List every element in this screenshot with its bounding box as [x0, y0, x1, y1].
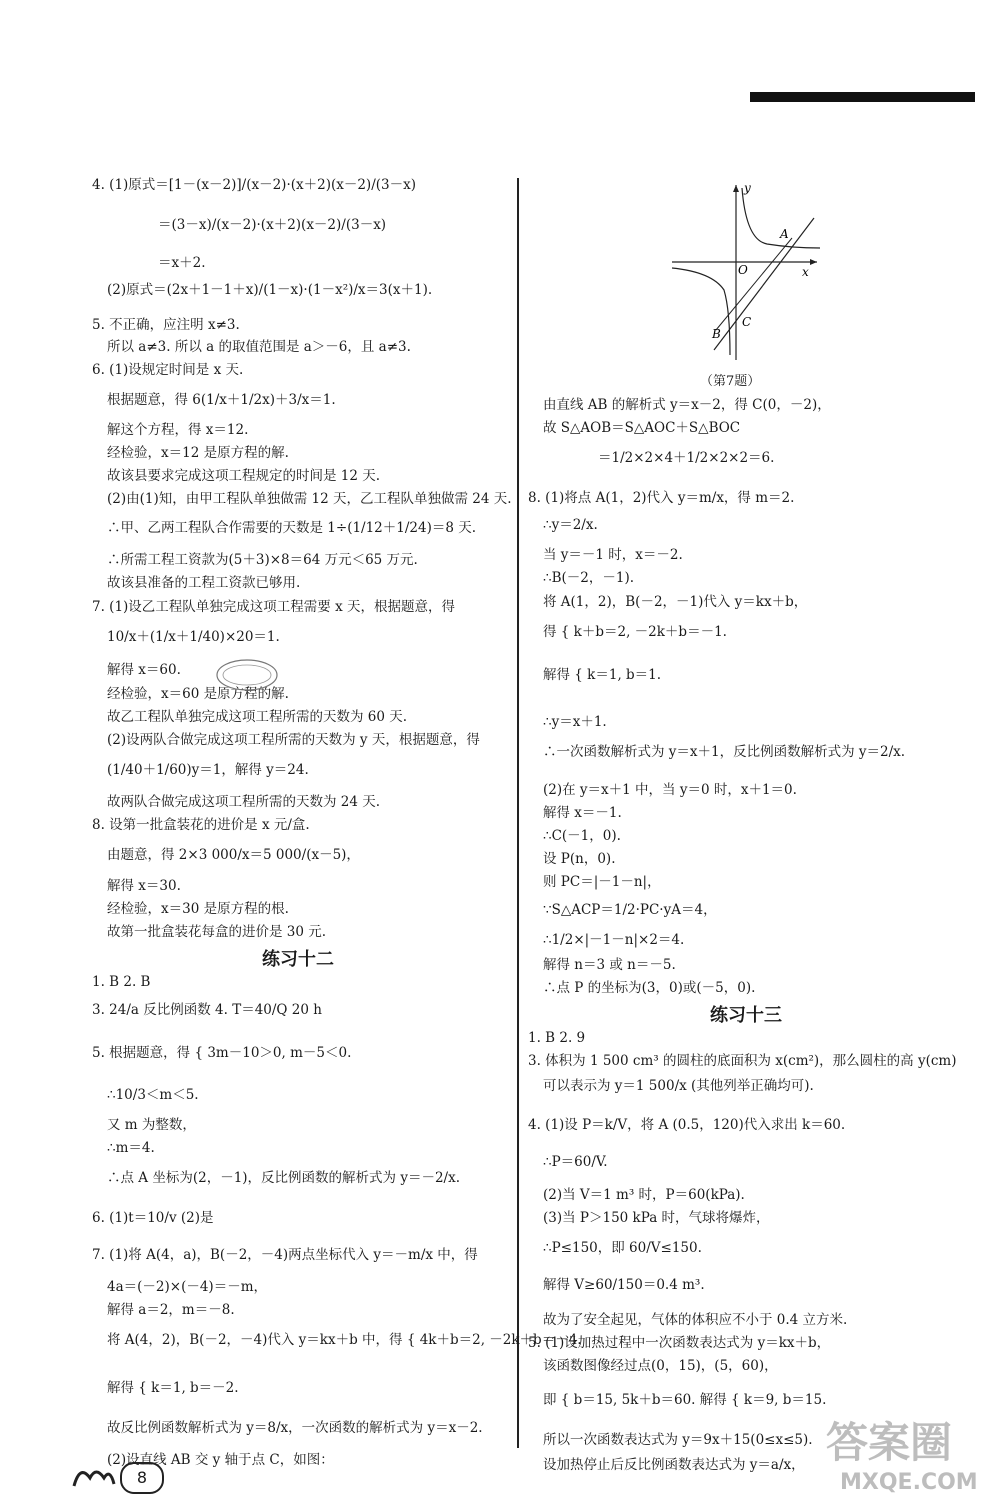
text-line: ∴P＝60/V.	[543, 1154, 608, 1170]
figure-caption: （第7题）	[700, 374, 761, 389]
text-line: ∴P≤150，即 60/V≤150.	[543, 1240, 702, 1256]
text-line: 经检验，x＝12 是原方程的解.	[107, 445, 289, 461]
text-line: 将 A(4，2)，B(－2，－4)代入 y＝kx＋b 中，得 { 4k＋b＝2, －2k＋b＝－4.	[107, 1332, 582, 1348]
watermark-logo	[820, 1405, 990, 1495]
x-axis-arrow-icon	[810, 259, 817, 265]
text-line: 根据题意，得 6(1/x＋1/2x)＋3/x＝1.	[107, 392, 336, 408]
text-line: 6. (1)设规定时间是 x 天.	[92, 362, 244, 378]
text-line: 4. (1)设 P＝k/V，将 A (0.5，120)代入求出 k＝60.	[528, 1117, 846, 1133]
text-line: 解得 { k＝1, b＝－2.	[107, 1380, 239, 1396]
text-line: 解得 x＝60.	[107, 662, 181, 678]
text-line: 1. B 2. B	[92, 974, 151, 990]
text-line: 得 { k＋b＝2, －2k＋b＝－1.	[543, 624, 727, 640]
text-line: 1. B 2. 9	[528, 1030, 586, 1046]
text-line: ＝1/2×2×4＋1/2×2×2＝6.	[598, 450, 775, 466]
text-line: 解得 a＝2，m＝－8.	[107, 1302, 235, 1318]
publisher-logo-icon	[70, 1460, 116, 1492]
label-o: O	[738, 263, 748, 277]
text-line: (2)由(1)知，由甲工程队单独做需 12 天，乙工程队单独做需 24 天.	[107, 491, 512, 507]
section-heading-thirteen: 练习十三	[710, 1005, 782, 1026]
text-line: 4a＝(－2)×(－4)＝－m，	[107, 1279, 267, 1295]
text-line: 可以表示为 y＝1 500/x (其他列举正确均可).	[543, 1078, 814, 1094]
text-line: 7. (1)将 A(4，a)，B(－2，－4)两点坐标代入 y＝－m/x 中，得	[92, 1247, 478, 1263]
text-line: 经检验，x＝30 是原方程的根.	[107, 901, 289, 917]
text-line: (2)设两队合做完成这项工程所需的天数为 y 天，根据题意，得	[107, 732, 480, 748]
text-line: 又 m 为整数，	[107, 1117, 196, 1133]
text-line: 所以一次函数表达式为 y＝9x＋15(0≤x≤5).	[543, 1432, 813, 1448]
text-line: (2)设直线 AB 交 y 轴于点 C，如图：	[107, 1452, 334, 1468]
label-a: A	[780, 227, 789, 241]
text-line: 故该县准备的工程工资款已够用.	[107, 575, 301, 591]
text-line: ∴B(－2，－1).	[543, 570, 635, 586]
text-line: ＝(3－x)/(x－2)·(x＋2)(x－2)/(3－x)	[158, 217, 387, 233]
text-line: 解得 x＝30.	[107, 878, 181, 894]
text-line: ∴所需工程工资款为(5＋3)×8＝64 万元＜65 万元.	[107, 552, 418, 568]
text-line: ∴一次函数解析式为 y＝x＋1，反比例函数解析式为 y＝2/x.	[543, 744, 906, 760]
header-rule	[750, 92, 975, 102]
text-line: 3. 体积为 1 500 cm³ 的圆柱的底面积为 x(cm²)，那么圆柱的高 y(cm)	[528, 1053, 957, 1069]
text-line: 由直线 AB 的解析式 y＝x－2，得 C(0，－2)，	[543, 397, 831, 413]
text-line: 解这个方程，得 x＝12.	[107, 422, 249, 438]
text-line: (1/40＋1/60)y＝1，解得 y＝24.	[107, 762, 309, 778]
text-line: 即 { b＝15, 5k＋b＝60. 解得 { k＝9, b＝15.	[543, 1392, 827, 1408]
text-line: 故为了安全起见，气体的体积应不小于 0.4 立方米.	[543, 1312, 848, 1328]
line-oa	[716, 238, 792, 330]
text-line: 5. 不正确，应注明 x≠3.	[92, 317, 240, 333]
text-line: 故反比例函数解析式为 y＝8/x，一次函数的解析式为 y＝x－2.	[107, 1420, 483, 1436]
text-line: 解得 x＝－1.	[543, 805, 622, 821]
column-divider	[517, 178, 519, 1448]
text-line: 故 S△AOB＝S△AOC＋S△BOC	[543, 420, 741, 436]
function-graph	[672, 180, 822, 360]
line-ab	[714, 218, 814, 350]
watermark-title: 答案圈	[826, 1418, 953, 1467]
text-line: (2)在 y＝x＋1 中，当 y＝0 时，x＋1＝0.	[543, 782, 797, 798]
text-line: 10/x＋(1/x＋1/40)×20＝1.	[107, 629, 280, 645]
text-line: ∴1/2×|－1－n|×2＝4.	[543, 932, 685, 948]
text-line: 设 P(n，0).	[543, 851, 616, 867]
section-heading-twelve: 练习十二	[262, 949, 334, 970]
text-line: 故乙工程队单独完成这项工程所需的天数为 60 天.	[107, 709, 408, 725]
label-c: C	[742, 315, 752, 329]
text-line: 4. (1)原式＝[1－(x－2)]/(x－2)·(x＋2)(x－2)/(3－x)	[92, 177, 416, 193]
text-line: ∴10/3＜m＜5.	[107, 1087, 199, 1103]
y-axis-arrow-icon	[733, 185, 739, 192]
text-line: 5. (1)设加热过程中一次函数表达式为 y＝kx＋b，	[528, 1335, 831, 1351]
text-line: (2)当 V＝1 m³ 时，P＝60(kPa).	[543, 1187, 745, 1203]
text-line: 经检验，x＝60 是原方程的解.	[107, 686, 289, 702]
text-line: 故第一批盒装花每盒的进价是 30 元.	[107, 924, 327, 940]
text-line: 所以 a≠3. 所以 a 的取值范围是 a＞－6，且 a≠3.	[107, 339, 411, 355]
text-line: ∴m＝4.	[107, 1140, 155, 1156]
text-line: 8. (1)将点 A(1，2)代入 y＝m/x，得 m＝2.	[528, 490, 795, 506]
text-line: 5. 根据题意，得 { 3m－10＞0, m－5＜0.	[92, 1045, 352, 1061]
hyperbola-branch-2	[672, 268, 730, 355]
text-line: 该函数图像经过点(0，15)，(5，60)，	[543, 1358, 778, 1374]
text-line: ∴点 A 坐标为(2，－1)，反比例函数的解析式为 y＝－2/x.	[107, 1170, 461, 1186]
text-line: 则 PC＝|－1－n|，	[543, 874, 661, 890]
text-line: 设加热停止后反比例函数表达式为 y＝a/x，	[543, 1457, 805, 1473]
text-line: ∴C(－1，0).	[543, 828, 621, 844]
text-line: ∴甲、乙两工程队合作需要的天数是 1÷(1/12＋1/24)＝8 天.	[107, 520, 477, 536]
text-line: 故两队合做完成这项工程所需的天数为 24 天.	[107, 794, 381, 810]
text-line: 故该县要求完成这项工程规定的时间是 12 天.	[107, 468, 381, 484]
text-line: 当 y＝－1 时，x＝－2.	[543, 547, 683, 563]
text-line: ∵S△ACP＝1/2·PC·yA＝4，	[543, 902, 717, 918]
label-y: y	[744, 181, 751, 195]
text-line: (3)当 P＞150 kPa 时，气球将爆炸，	[543, 1210, 770, 1226]
text-line: ∴y＝2/x.	[543, 517, 598, 533]
text-line: ∴点 P 的坐标为(3，0)或(－5，0).	[543, 980, 756, 996]
text-line: 8. 设第一批盒装花的进价是 x 元/盒.	[92, 817, 310, 833]
text-line: 解得 V≥60/150＝0.4 m³.	[543, 1277, 705, 1293]
text-line: 解得 { k＝1, b＝1.	[543, 667, 662, 683]
text-line: 由题意，得 2×3 000/x＝5 000/(x－5)，	[107, 847, 360, 863]
text-line: 解得 n＝3 或 n＝－5.	[543, 957, 676, 973]
text-line: ∴y＝x＋1.	[543, 714, 607, 730]
watermark-url: MXQE.COM	[840, 1470, 978, 1495]
text-line: 3. 24/a 反比例函数 4. T＝40/Q 20 h	[92, 1002, 322, 1018]
page-number: 8	[120, 1462, 164, 1494]
text-line: ＝x＋2.	[158, 255, 206, 271]
label-x: x	[802, 265, 809, 279]
round-stamp-icon	[215, 658, 279, 692]
label-b: B	[712, 327, 721, 341]
text-line: (2)原式＝(2x＋1－1＋x)/(1－x)·(1－x²)/x＝3(x＋1).	[107, 282, 433, 298]
text-line: 6. (1)t＝10/v (2)是	[92, 1210, 214, 1226]
text-line: 7. (1)设乙工程队单独完成这项工程需要 x 天，根据题意，得	[92, 599, 455, 615]
text-line: 将 A(1，2)，B(－2，－1)代入 y＝kx＋b，	[543, 594, 808, 610]
